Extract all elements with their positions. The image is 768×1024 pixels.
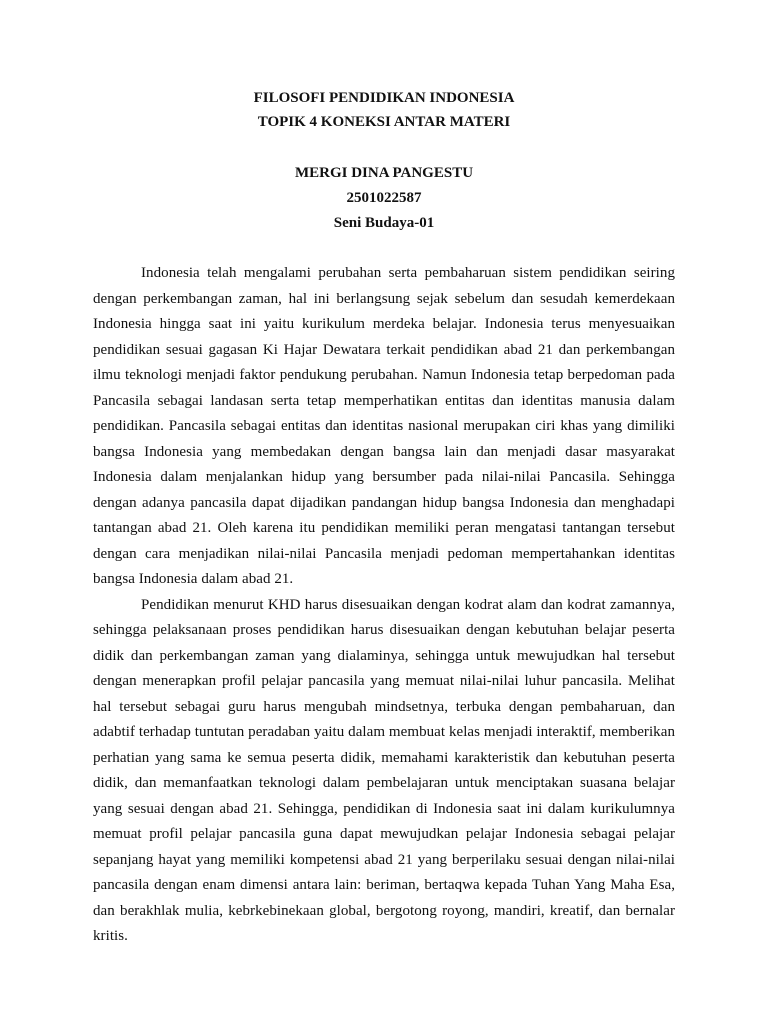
document-title: FILOSOFI PENDIDIKAN INDONESIA [253,90,515,106]
class-name: Seni Budaya-01 [333,215,435,231]
document-subtitle: TOPIK 4 KONEKSI ANTAR MATERI [257,114,511,130]
document-body [93,261,675,950]
student-id: 2501022587 [346,190,422,206]
author-name: MERGI DINA PANGESTU [294,165,474,181]
paragraph: Indonesia telah mengalami perubahan serta pembaharuan sistem pendidikan seiring dengan perkembangan zaman, hal ini berlangsung sejak sebelum dan sesudah kemerdekaan Indonesia hingga saat ini yaitu kurikulum merdeka belajar. Indonesia terus menyesuaikan pendidikan sesuai gagasan Ki Hajar Dewatara terkait pendidikan abad 21 dan perkembangan ilmu teknologi menjadi faktor pendukung perubahan. Namun Indonesia tetap berpedoman pada Pancasila sebagai landasan serta tetap memperhatikan entitas dan identitas manusia dalam pendidikan. Pancasila sebagai entitas dan identitas nasional merupakan ciri khas yang dimiliki bangsa Indonesia yang membedakan dengan bangsa lain dan menjadi dasar masyarakat Indonesia dalam menjalankan hidup yang bersumber pada nilai-nilai Pancasila. Sehingga dengan adanya pancasila dapat dijadikan pandangan hidup bangsa Indonesia dan menghadapi tantangan abad 21. Oleh karena itu pendidikan memiliki peran mengatasi tantangan tersebut dengan cara menjadikan nilai-nilai Pancasila menjadi pedoman mempertahankan identitas bangsa Indonesia dalam abad 21. [93,265,675,587]
paragraph: Pendidikan menurut KHD harus disesuaikan dengan kodrat alam dan kodrat zamannya, sehingga pelaksanaan proses pendidikan harus disesuaikan dengan kebutuhan belajar peserta didik dan perkembangan zaman yang dialaminya, sehingga untuk mewujudkan hal tersebut dengan menerapkan profil pelajar pancasila yang memuat nilai-nilai luhur pancasila. Melihat hal tersebut sebagai guru harus mengubah mindsetnya, terbuka dengan pembaharuan, dan adabtif terhadap tuntutan peradaban yaitu dalam membuat kelas menjadi interaktif, memberikan perhatian yang sama ke semua peserta didik, memahami karakteristik dan kebutuhan peserta didik, dan memanfaatkan teknologi dalam pembelajaran untuk menciptakan suasana belajar yang sesuai dengan abad 21. Sehingga, pendidikan di Indonesia saat ini dalam kurikulumnya memuat profil pelajar pancasila guna dapat mewujudkan pelajar Indonesia sebagai pelajar sepanjang hayat yang memiliki kompetensi abad 21 yang berperilaku sesuai dengan nilai-nilai pancasila dengan enam dimensi antara lain: beriman, bertaqwa kepada Tuhan Yang Maha Esa, dan berakhlak mulia, kebrkebinekaan global, bergotong royong, mandiri, kreatif, dan bernalar kritis. [93,596,675,944]
